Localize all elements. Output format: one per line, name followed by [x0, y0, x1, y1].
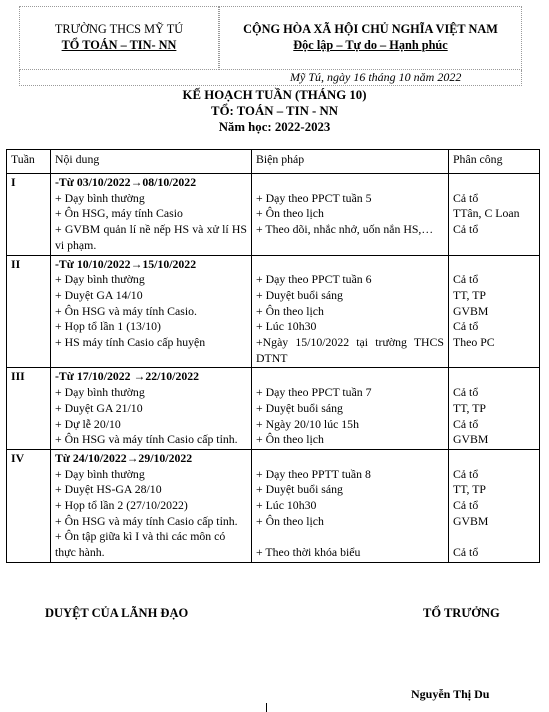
content-item: + Dạy bình thường — [55, 385, 145, 400]
measure-item: + Ngày 20/10 lúc 15h — [256, 416, 359, 431]
team-leader-heading: TỔ TRƯỞNG — [423, 606, 500, 620]
content-item: + Ôn HSG và máy tính Casio cấp tỉnh. — [55, 513, 238, 528]
content-item: + Dự lễ 20/10 — [55, 416, 121, 431]
content-cell — [51, 449, 252, 562]
measure-item — [256, 175, 444, 191]
assign-item — [453, 369, 535, 385]
content-item: + HS máy tính Casio cấp huyện — [55, 335, 206, 350]
measure-item: + Ôn theo lịch — [256, 303, 324, 318]
school-year: Năm học: 2022-2023 — [218, 120, 331, 134]
school-name: TRƯỜNG THCS MỸ TÚ — [54, 22, 184, 36]
content-item: + GVBM quản lí nề nếp HS và xử lí HS vi phạm. — [55, 222, 247, 252]
measure-item: + Dạy theo PPCT tuần 5 — [256, 190, 372, 205]
measure-item: + Dạy theo PPTT tuần 8 — [256, 466, 371, 481]
content-cell — [51, 174, 252, 256]
measure-item: + Ôn theo lịch — [256, 206, 324, 221]
table-row — [7, 449, 540, 562]
content-item: + Họp tổ lần 2 (27/10/2022) — [55, 498, 188, 513]
measure-item: + Theo dõi, nhắc nhở, uốn nắn HS,… — [256, 222, 434, 237]
weekly-plan-table — [6, 149, 540, 563]
measure-item — [256, 451, 444, 467]
signer-name: Nguyễn Thị Du — [411, 687, 490, 701]
date-range: -Từ 03/10/2022→08/10/2022 — [55, 175, 197, 189]
assign-cell — [449, 255, 540, 368]
week-cell: II — [7, 255, 51, 368]
assign-cell — [449, 449, 540, 562]
measures-cell — [252, 174, 449, 256]
motto-text: Độc lập – Tự do – Hạnh phúc — [293, 38, 448, 52]
assign-item — [453, 257, 535, 273]
measure-item: + Dạy theo PPCT tuần 6 — [256, 272, 372, 287]
assign-item: Theo PC — [453, 335, 495, 350]
content-cell — [51, 368, 252, 450]
assign-item: Cả tổ — [453, 190, 479, 205]
table-row — [7, 368, 540, 450]
table-header-row — [7, 150, 540, 174]
content-item: + Dạy bình thường — [55, 466, 145, 481]
assign-item: Cả tổ — [453, 498, 479, 513]
content-item: + Ôn tập giữa kì I và thi các môn có thực hành. — [55, 529, 226, 560]
nation-title: CỘNG HÒA XÃ HỘI CHỦ NGHĨA VIỆT NAM — [243, 22, 498, 36]
measure-item: + Duyệt buổi sáng — [256, 400, 343, 415]
assign-item: TT, TP — [453, 287, 486, 302]
col-header-assign: Phân công — [449, 150, 540, 174]
content-item: + Ôn HSG, máy tính Casio — [55, 206, 183, 221]
date-line: Mỹ Tú, ngày 16 tháng 10 năm 2022 — [290, 70, 462, 84]
content-item: + Ôn HSG và máy tính Casio cấp tỉnh. — [55, 432, 238, 447]
col-header-week: Tuần — [7, 150, 51, 174]
assign-item: Cả tổ — [453, 416, 479, 431]
measure-item: + Ôn theo lịch — [256, 432, 324, 447]
measure-item: + Theo thời khóa biểu — [256, 545, 361, 560]
text-cursor — [266, 703, 267, 712]
approval-heading: DUYỆT CỦA LÃNH ĐẠO — [45, 606, 189, 620]
measure-item: + Duyệt buổi sáng — [256, 287, 343, 302]
assign-item: GVBM — [453, 513, 489, 528]
content-cell — [51, 255, 252, 368]
content-item: + Dạy bình thường — [55, 190, 145, 205]
assign-item: Cả tổ — [453, 319, 479, 334]
content-item: + Duyệt GA 21/10 — [55, 400, 143, 415]
assign-item: Cả tổ — [453, 222, 479, 237]
assign-cell — [449, 368, 540, 450]
assign-item: Cả tổ — [453, 272, 479, 287]
department-name — [19, 38, 219, 53]
measure-item — [256, 257, 444, 273]
measure-item — [256, 369, 444, 385]
assign-item: Cả tổ — [453, 466, 479, 481]
content-item: + Ôn HSG và máy tính Casio. — [55, 303, 197, 318]
measures-cell — [252, 449, 449, 562]
date-range: Từ 24/10/2022→29/10/2022 — [55, 450, 193, 465]
measure-item: + Lúc 10h30 — [256, 498, 317, 513]
date-range: -Từ 10/10/2022→15/10/2022 — [55, 256, 197, 271]
assign-item: Cả tổ — [453, 545, 479, 560]
assign-item: TT, TP — [453, 482, 486, 497]
measure-item: + Duyệt buổi sáng — [256, 482, 343, 497]
measure-item: + Ôn theo lịch — [256, 513, 324, 528]
measure-item: + Lúc 10h30 — [256, 319, 317, 334]
measure-item: + Dạy theo PPCT tuần 7 — [256, 385, 372, 400]
week-cell: IV — [7, 449, 51, 562]
content-item: + Duyệt GA 14/10 — [55, 287, 143, 302]
week-cell: I — [7, 174, 51, 256]
plan-title: KẾ HOẠCH TUẦN (THÁNG 10) — [182, 88, 367, 102]
department-text: TỔ TOÁN – TIN- NN — [61, 38, 177, 52]
measure-item — [256, 529, 444, 545]
motto — [219, 38, 522, 53]
team-title: TỔ: TOÁN – TIN - NN — [211, 104, 338, 118]
week-cell: III — [7, 368, 51, 450]
content-item: + Dạy bình thường — [55, 272, 145, 287]
content-item: + Họp tổ lần 1 (13/10) — [55, 319, 161, 334]
date-range: -Từ 17/10/2022 →22/10/2022 — [55, 369, 200, 384]
assign-item — [453, 175, 535, 191]
table-row — [7, 174, 540, 256]
assign-item: GVBM — [453, 432, 489, 447]
assign-item — [453, 529, 535, 545]
col-header-measures: Biện pháp — [252, 150, 449, 174]
assign-item: GVBM — [453, 303, 489, 318]
assign-cell — [449, 174, 540, 256]
assign-item — [453, 451, 535, 467]
measures-cell — [252, 368, 449, 450]
content-item: + Duyệt HS-GA 28/10 — [55, 482, 162, 497]
table-row — [7, 255, 540, 368]
measures-cell — [252, 255, 449, 368]
assign-item: TTân, C Loan — [453, 206, 520, 221]
measure-item: +Ngày 15/10/2022 tại trường THCS DTNT — [256, 335, 444, 365]
assign-item: TT, TP — [453, 400, 486, 415]
assign-item: Cả tổ — [453, 385, 479, 400]
col-header-content: Nội dung — [51, 150, 252, 174]
